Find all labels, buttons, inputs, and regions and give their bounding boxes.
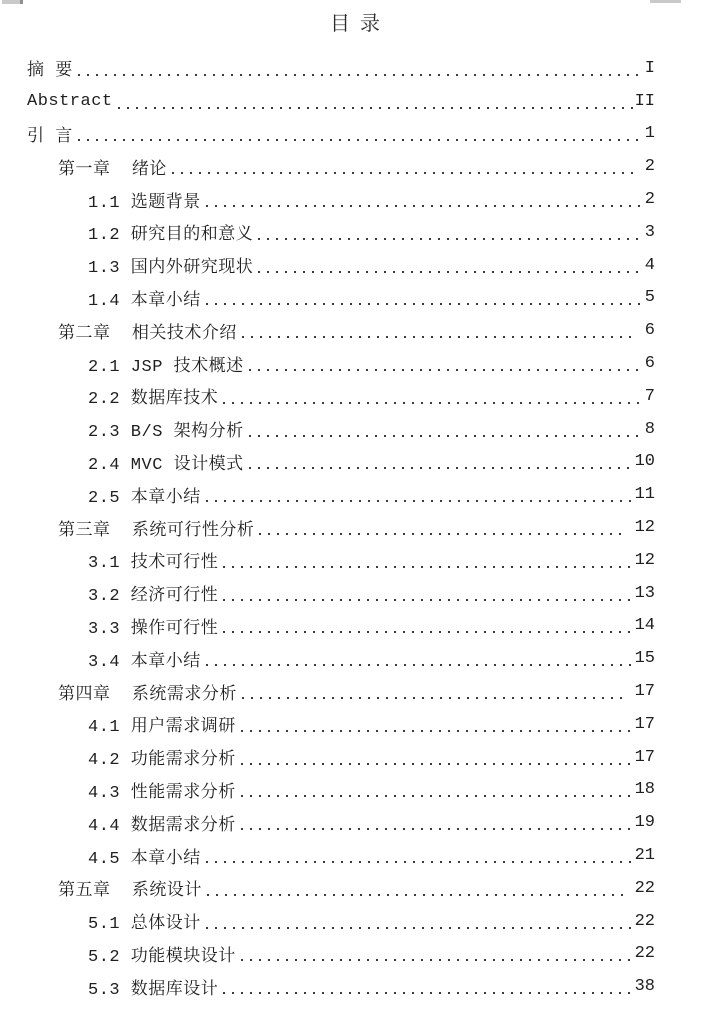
toc-entry-page-number: 11 [634,485,655,505]
toc-entry-page-number: 22 [634,944,655,964]
toc-entry[interactable] [88,216,655,249]
toc-entry[interactable] [27,118,655,151]
page-title: 目 录 [330,13,380,35]
toc-entry[interactable] [88,446,655,479]
toc-entry-label: 2.2 数据库技术 [88,390,219,410]
toc-entry-page-number: 17 [634,682,655,702]
dot-leader [206,664,633,666]
toc-entry-label: 1.4 本章小结 [88,291,201,311]
toc-entry-label: 第四章 系统需求分析 [58,685,237,705]
toc-entry-label: 1.1 选题背景 [88,193,201,213]
toc-entry[interactable] [88,347,655,380]
toc-entry[interactable] [27,85,655,118]
toc-entry[interactable] [88,478,655,511]
toc-entry-page-number: 4 [644,255,655,275]
toc-entry-page-number: 2 [644,190,655,210]
toc-entry-page-number: 12 [634,518,655,538]
dot-leader [78,139,642,141]
toc-entry-page-number: II [634,91,655,111]
dot-leader [249,467,633,469]
top-left-edge-artifact [2,0,21,4]
dot-leader [241,959,633,961]
dot-leader [241,795,633,797]
toc-entry[interactable] [88,905,655,938]
dot-leader [258,271,642,273]
toc-entry-label: 2.4 MVC 设计模式 [88,455,244,475]
toc-entry-label: Abstract [27,91,113,111]
toc-entry-label: 摘 要 [27,62,73,82]
toc-entry-label: 4.5 本章小结 [88,849,201,869]
dot-leader [207,894,624,896]
toc-entry-page-number: 17 [634,747,655,767]
toc-entry-label: 2.5 本章小结 [88,488,201,508]
toc-entry[interactable] [58,872,655,905]
toc-entry[interactable] [88,249,655,282]
toc-entry-label: 3.3 操作可行性 [88,619,219,639]
toc-entry-label: 3.1 技术可行性 [88,554,219,574]
toc-entry-page-number: 18 [634,780,655,800]
toc-entry-label: 4.1 用户需求调研 [88,718,236,738]
toc-entry-label: 4.3 性能需求分析 [88,783,236,803]
toc-entry-page-number: 15 [634,649,655,669]
toc-list [0,52,710,1003]
toc-entry[interactable] [58,150,655,183]
toc-entry-label: 3.2 经济可行性 [88,587,219,607]
toc-entry[interactable] [88,413,655,446]
toc-entry-page-number: 17 [634,714,655,734]
toc-entry-label: 4.4 数据需求分析 [88,816,236,836]
toc-entry[interactable] [88,708,655,741]
dot-leader [249,369,642,371]
dot-leader [242,336,633,338]
toc-entry-page-number: 1 [644,124,655,144]
toc-entry-label: 1.2 研究目的和意义 [88,226,254,246]
toc-entry-label: 4.2 功能需求分析 [88,751,236,771]
dot-leader [223,992,632,994]
toc-entry-label: 2.1 JSP 技术概述 [88,357,244,377]
toc-entry-page-number: 3 [644,222,655,242]
toc-entry[interactable] [88,183,655,216]
toc-entry-page-number: 21 [634,846,655,866]
toc-entry-page-number: 6 [644,321,655,341]
dot-leader [206,205,642,207]
toc-entry[interactable] [58,675,655,708]
dot-leader [223,599,632,601]
toc-entry-label: 第五章 系统设计 [58,882,202,902]
toc-entry[interactable] [88,741,655,774]
toc-entry-label: 第一章 绪论 [58,160,167,180]
toc-entry-page-number: 10 [634,452,655,472]
dot-leader [206,861,633,863]
dot-leader [223,566,632,568]
dot-leader [241,828,633,830]
toc-entry[interactable] [88,774,655,807]
dot-leader [241,730,633,732]
dot-leader [249,435,642,437]
toc-entry[interactable] [88,806,655,839]
toc-entry[interactable] [88,970,655,1003]
toc-entry-page-number: 14 [634,616,655,636]
toc-entry-label: 第三章 系统可行性分析 [58,521,255,541]
dot-leader [223,631,632,633]
toc-entry-page-number: 22 [634,878,655,898]
dot-leader [78,74,642,76]
toc-entry-page-number: 12 [634,550,655,570]
dot-leader [206,500,633,502]
dot-leader [172,172,633,174]
toc-entry[interactable] [88,839,655,872]
toc-entry-label: 第二章 相关技术介绍 [58,324,237,344]
toc-entry-page-number: 19 [634,813,655,833]
toc-entry[interactable] [58,511,655,544]
top-left-edge-artifact-dark [20,0,23,4]
toc-entry-page-number: 2 [644,157,655,177]
toc-entry-page-number: 6 [644,354,655,374]
dot-leader [241,763,633,765]
toc-entry[interactable] [88,642,655,675]
toc-entry[interactable] [88,610,655,643]
toc-entry-page-number: 22 [634,911,655,931]
dot-leader [118,107,633,109]
top-right-edge-artifact [650,0,681,3]
toc-entry[interactable] [88,577,655,610]
toc-entry-page-number: 13 [634,583,655,603]
toc-entry[interactable] [58,314,655,347]
toc-entry-page-number: 8 [644,419,655,439]
toc-entry[interactable] [88,282,655,315]
toc-entry-page-number: 7 [644,386,655,406]
toc-entry[interactable] [88,544,655,577]
toc-entry-page-number: 38 [634,977,655,997]
toc-entry[interactable] [88,380,655,413]
dot-leader [206,303,642,305]
dot-leader [259,533,623,535]
toc-entry[interactable] [88,938,655,971]
toc-entry-page-number: I [644,58,655,78]
toc-entry-label: 3.4 本章小结 [88,652,201,672]
dot-leader [206,927,633,929]
toc-entry-label: 1.3 国内外研究现状 [88,259,254,279]
toc-entry-page-number: 5 [644,288,655,308]
toc-entry-label: 5.1 总体设计 [88,915,201,935]
toc-entry-label: 2.3 B/S 架构分析 [88,423,244,443]
toc-entry-label: 引 言 [27,127,73,147]
dot-leader [223,402,642,404]
toc-entry[interactable] [27,52,655,85]
dot-leader [258,238,642,240]
toc-entry-label: 5.2 功能模块设计 [88,947,236,967]
toc-entry-label: 5.3 数据库设计 [88,980,219,1000]
dot-leader [242,697,624,699]
